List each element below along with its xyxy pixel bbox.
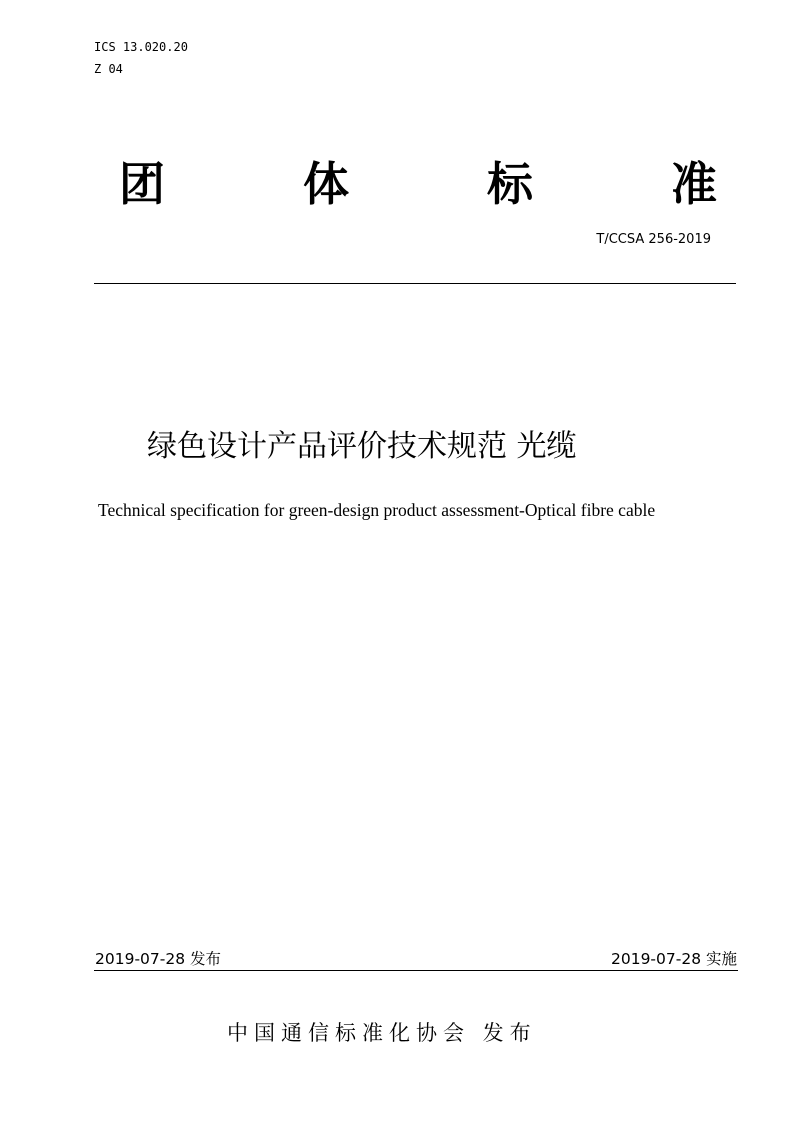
standard-number: T/CCSA 256-2019	[596, 232, 711, 247]
title-chinese: 绿色设计产品评价技术规范 光缆	[147, 429, 577, 464]
implementation-date: 2019-07-28 实施	[610, 950, 737, 968]
bottom-divider	[94, 970, 738, 971]
header-char-1: 团	[119, 157, 165, 211]
top-divider	[94, 283, 736, 284]
title-english: Technical specification for green-design product assessment-Optical fibre cable	[98, 500, 656, 520]
publication-date: 2019-07-28 发布	[95, 950, 222, 968]
ics-code: ICS 13.020.20	[94, 40, 188, 54]
header-char-2: 体	[303, 157, 349, 211]
publisher: 中国通信标准化协会 发布	[227, 1021, 537, 1045]
header-char-4: 准	[671, 157, 717, 211]
classification-code: Z 04	[94, 62, 123, 76]
header-char-3: 标	[487, 157, 533, 211]
